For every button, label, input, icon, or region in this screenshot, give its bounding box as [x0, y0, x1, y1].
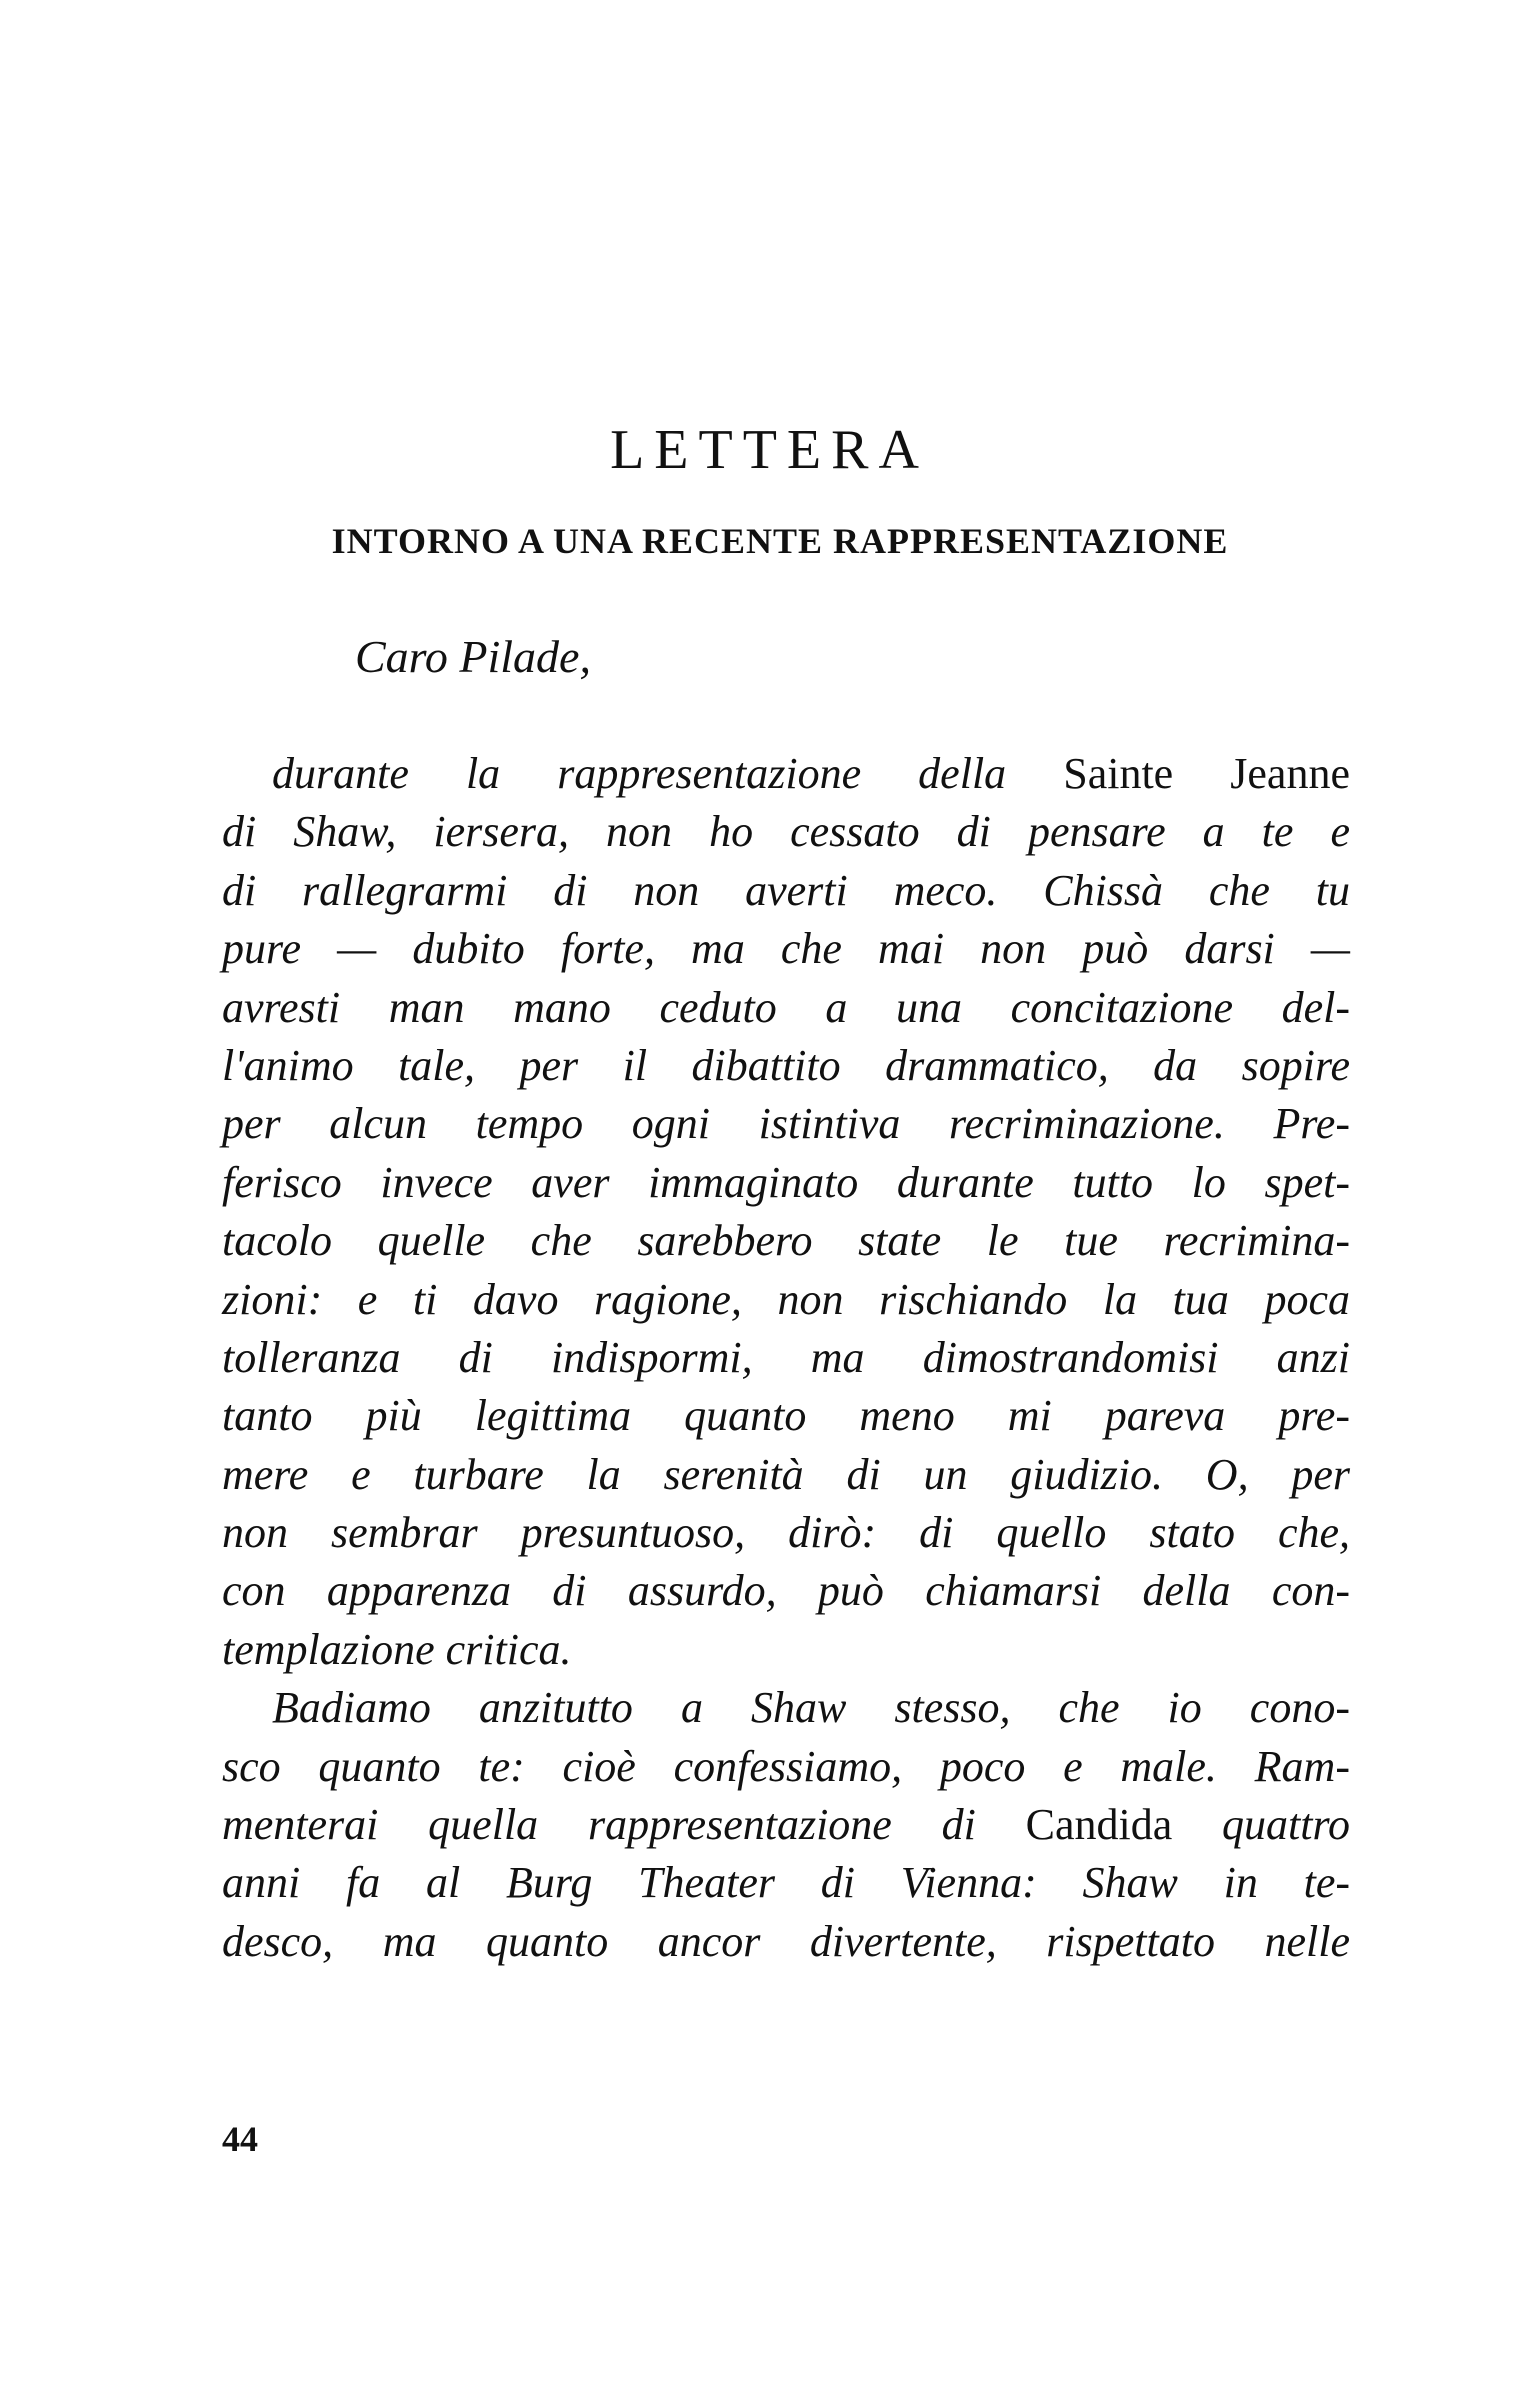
italic-text: di Shaw, iersera, non ho cessato di pensare a te e: [222, 807, 1350, 857]
text-line: [222, 745, 1350, 803]
text-line: [222, 1387, 1350, 1445]
text-line: [222, 1913, 1350, 1971]
italic-text: tanto più legittima quanto meno mi pareva pre-: [222, 1391, 1350, 1441]
italic-text: tacolo quelle che sarebbero state le tue recrimina-: [222, 1216, 1350, 1266]
text-line: [222, 1095, 1350, 1153]
page-title: LETTERA: [610, 419, 929, 481]
italic-text: mere e turbare la serenità di un giudizio. O, per: [222, 1449, 1350, 1499]
italic-text: quattro: [1172, 1800, 1350, 1850]
text-line: [222, 862, 1350, 920]
italic-text: ferisco invece aver immaginato durante tutto lo spet-: [222, 1157, 1350, 1207]
text-line: [222, 1212, 1350, 1270]
text-line: [222, 920, 1350, 978]
page-number: 44: [222, 2119, 258, 2159]
italic-text: tolleranza di indispormi, ma dimostrandomisi anzi: [222, 1332, 1350, 1382]
italic-text: menterai quella rappresentazione di: [222, 1800, 1026, 1850]
italic-text: templazione critica.: [222, 1624, 572, 1674]
page-subtitle: INTORNO A UNA RECENTE RAPPRESENTAZIONE: [331, 521, 1229, 561]
text-line: [222, 1329, 1350, 1387]
text-line: [222, 1037, 1350, 1095]
italic-text: di rallegrarmi di non averti meco. Chissà che tu: [222, 865, 1350, 915]
roman-text: Sainte Jeanne: [1063, 749, 1350, 798]
text-line: [222, 1154, 1350, 1212]
italic-text: durante la rappresentazione della: [272, 749, 1064, 798]
text-line: [222, 1271, 1350, 1329]
italic-text: non sembrar presuntuoso, dirò: di quello stato che,: [222, 1508, 1350, 1558]
text-line: [222, 1562, 1350, 1620]
italic-text: desco, ma quanto ancor divertente, rispettato nelle: [222, 1916, 1350, 1966]
italic-text: Badiamo anzitutto a Shaw stesso, che io cono-: [272, 1683, 1350, 1733]
italic-text: per alcun tempo ogni istintiva recriminazione. Pre-: [222, 1099, 1350, 1149]
italic-text: sco quanto te: cioè confessiamo, poco e male. Ram-: [222, 1741, 1350, 1791]
text-line: [222, 1679, 1350, 1737]
text-line: [222, 979, 1350, 1037]
italic-text: pure — dubito forte, ma che mai non può darsi —: [222, 924, 1350, 974]
text-line: [222, 1621, 1350, 1679]
text-line: [222, 1854, 1350, 1912]
text-line: [222, 1446, 1350, 1504]
text-line: [222, 803, 1350, 861]
italic-text: zioni: e ti davo ragione, non rischiando la tua poca: [222, 1274, 1350, 1324]
letter-body: [222, 745, 1350, 1971]
text-line: [222, 1738, 1350, 1796]
text-line: [222, 1796, 1350, 1854]
italic-text: l'animo tale, per il dibattito drammatico, da sopire: [222, 1040, 1350, 1090]
italic-text: con apparenza di assurdo, può chiamarsi della con-: [222, 1566, 1350, 1616]
italic-text: avresti man mano ceduto a una concitazione del-: [222, 982, 1350, 1032]
text-line: [222, 1504, 1350, 1562]
italic-text: anni fa al Burg Theater di Vienna: Shaw in te-: [222, 1858, 1350, 1908]
roman-text: Candida: [1025, 1800, 1173, 1850]
salutation: Caro Pilade,: [355, 631, 591, 682]
